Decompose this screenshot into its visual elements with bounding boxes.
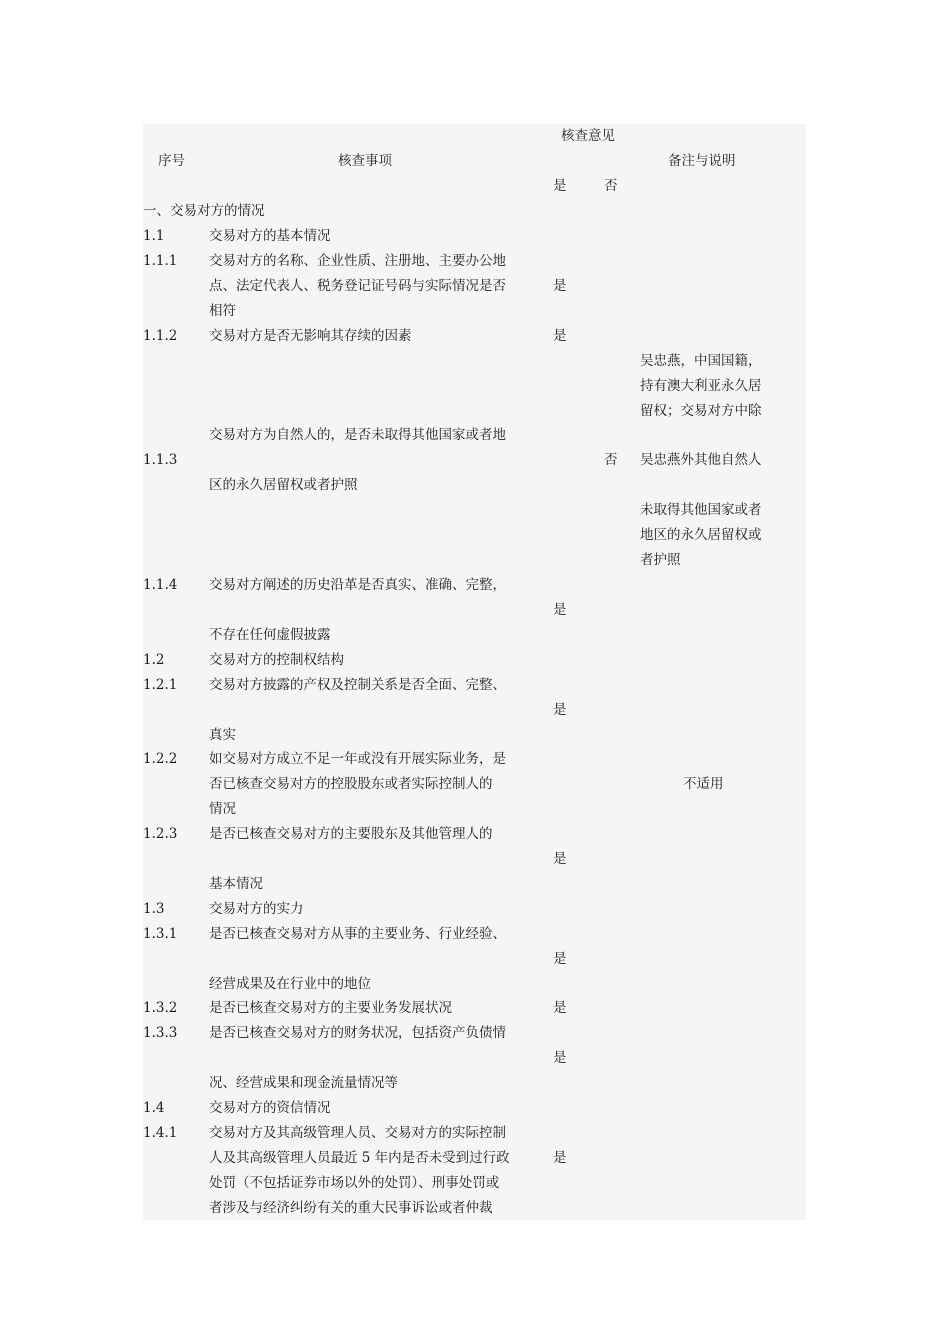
header-yes: 是 [553, 178, 567, 194]
remark-line: 吴忠燕，中国国籍， [640, 353, 762, 369]
row-number: 1.4 [143, 1100, 165, 1116]
row-item-line: 交易对方及其高级管理人员、交易对方的实际控制 [209, 1125, 506, 1141]
row-item-line: 区的永久居留权或者护照 [209, 477, 358, 493]
header-no: 否 [604, 178, 618, 194]
row-item-line: 交易对方阐述的历史沿革是否真实、准确、完整， [209, 577, 506, 593]
row-item: 交易对方的实力 [209, 901, 304, 917]
row-number: 1.2.1 [143, 677, 178, 693]
row-number: 1.1.3 [143, 452, 178, 468]
row-item-line: 点、法定代表人、税务登记证号码与实际情况是否 [209, 278, 506, 294]
row-item: 是否已核查交易对方的主要业务发展状况 [209, 1000, 452, 1016]
row-item-line: 真实 [209, 727, 236, 743]
remark-line: 未取得其他国家或者 [640, 502, 762, 518]
row-yes-mark: 是 [553, 951, 567, 967]
row-number: 1.3.1 [143, 926, 178, 942]
row-item-line: 者涉及与经济纠纷有关的重大民事诉讼或者仲裁 [209, 1200, 493, 1216]
row-number: 1.2.2 [143, 751, 178, 767]
header-item: 核查事项 [338, 153, 392, 169]
row-number: 1.2 [143, 652, 165, 668]
remark-line: 持有澳大利亚永久居 [640, 378, 762, 394]
row-number: 1.4.1 [143, 1125, 178, 1141]
header-remark: 备注与说明 [668, 153, 736, 169]
row-item-line: 基本情况 [209, 876, 263, 892]
row-yes-mark: 是 [553, 1150, 567, 1166]
row-yes-mark: 是 [553, 851, 567, 867]
row-number: 1.1.1 [143, 253, 178, 269]
row-yes-mark: 是 [553, 278, 567, 294]
row-number: 1.3 [143, 901, 165, 917]
row-yes-mark: 是 [553, 702, 567, 718]
row-item-line: 人及其高级管理人员最近 5 年内是否未受到过行政 [209, 1150, 510, 1166]
row-item-line: 如交易对方成立不足一年或没有开展实际业务，是 [209, 751, 506, 767]
remark-line: 留权；交易对方中除 [640, 403, 762, 419]
remark-line: 吴忠燕外其他自然人 [640, 452, 762, 468]
row-item: 交易对方是否无影响其存续的因素 [209, 328, 412, 344]
remark-line: 地区的永久居留权或 [640, 527, 762, 543]
row-number: 1.1.2 [143, 328, 178, 344]
row-no-mark: 否 [604, 452, 618, 468]
row-yes-mark: 是 [553, 602, 567, 618]
row-item-line: 交易对方披露的产权及控制关系是否全面、完整、 [209, 677, 506, 693]
row-item-line: 经营成果及在行业中的地位 [209, 976, 371, 992]
row-item: 交易对方的资信情况 [209, 1100, 331, 1116]
row-yes-mark: 是 [553, 328, 567, 344]
row-number: 1.1 [143, 228, 165, 244]
section-title: 一、交易对方的情况 [143, 203, 265, 219]
row-item-line: 况、经营成果和现金流量情况等 [209, 1075, 398, 1091]
row-item-line: 是否已核查交易对方的财务状况，包括资产负债情 [209, 1025, 506, 1041]
row-item-line: 是否已核查交易对方从事的主要业务、行业经验、 [209, 926, 506, 942]
header-seq: 序号 [158, 153, 185, 169]
row-number: 1.1.4 [143, 577, 178, 593]
remark-line: 者护照 [640, 552, 681, 568]
row-item: 交易对方的基本情况 [209, 228, 331, 244]
remark-not-applicable: 不适用 [683, 776, 724, 792]
header-opinion: 核查意见 [561, 128, 615, 144]
row-number: 1.2.3 [143, 826, 178, 842]
row-item-line: 情况 [209, 801, 236, 817]
row-item-line: 交易对方的名称、企业性质、注册地、主要办公地 [209, 253, 506, 269]
row-number: 1.3.3 [143, 1025, 178, 1041]
row-item-line: 是否已核查交易对方的主要股东及其他管理人的 [209, 826, 493, 842]
row-yes-mark: 是 [553, 1000, 567, 1016]
row-item-line: 处罚（不包括证券市场以外的处罚）、刑事处罚或 [209, 1175, 500, 1191]
row-item: 交易对方的控制权结构 [209, 652, 344, 668]
row-item-line: 交易对方为自然人的，是否未取得其他国家或者地 [209, 427, 506, 443]
row-item-line: 不存在任何虚假披露 [209, 627, 331, 643]
row-item-line: 相符 [209, 303, 236, 319]
row-item-line: 否已核查交易对方的控股股东或者实际控制人的 [209, 776, 493, 792]
row-yes-mark: 是 [553, 1050, 567, 1066]
row-number: 1.3.2 [143, 1000, 178, 1016]
